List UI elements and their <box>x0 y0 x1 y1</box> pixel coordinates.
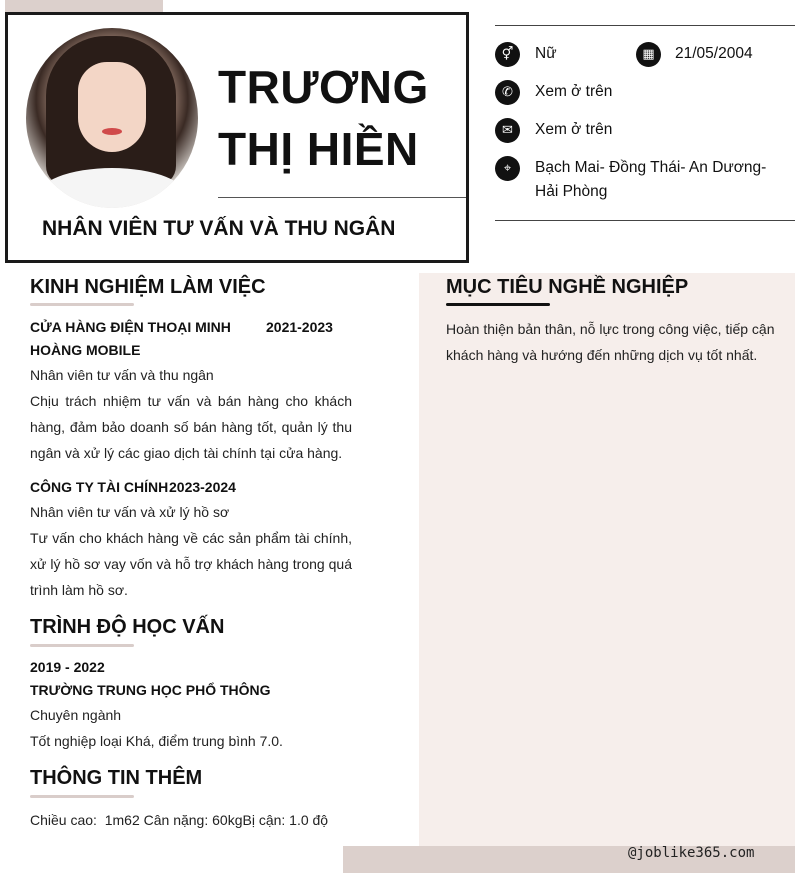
address-line-1: Bạch Mai- Đồng Thái- An Dương- <box>535 159 767 176</box>
experience-title-underline <box>30 303 134 306</box>
extra-info-text: Chiều cao: 1m62 Cân nặng: 60kgBị cận: 1.0 độ <box>30 812 329 828</box>
gender-value: Nữ <box>535 45 557 62</box>
education-title-underline <box>30 644 134 647</box>
candidate-name <box>218 56 429 180</box>
name-line-2: THỊ HIỀN <box>218 123 419 175</box>
job-1-company-line-2: HOÀNG MOBILE <box>30 342 141 358</box>
job-2-company: CÔNG TY TÀI CHÍNH <box>30 479 169 495</box>
address-value <box>535 156 766 204</box>
contact-bottom-divider <box>495 220 795 221</box>
location-icon: ⌖ <box>495 156 520 181</box>
gender-icon: ⚥ <box>495 42 520 67</box>
education-detail: Tốt nghiệp loại Khá, điểm trung bình 7.0. <box>30 733 283 749</box>
phone-icon: ✆ <box>495 80 520 105</box>
name-divider <box>218 197 466 198</box>
education-school: TRƯỜNG TRUNG HỌC PHỔ THÔNG <box>30 682 271 698</box>
job-2-period: 2023-2024 <box>169 479 236 495</box>
job-title: NHÂN VIÊN TƯ VẤN VÀ THU NGÂN <box>42 217 396 240</box>
job-1-description: Chịu trách nhiệm tư vấn và bán hàng cho khách hàng, đảm bảo doanh số bán hàng tốt, quản lý thu ngân và xử lý các giao dịch tài chính tại cửa hàng. <box>30 393 352 461</box>
avatar <box>26 28 198 208</box>
objective-title: MỤC TIÊU NGHỀ NGHIỆP <box>446 276 689 298</box>
address-line-2: Hải Phòng <box>535 183 608 200</box>
job-1-role: Nhân viên tư vấn và thu ngân <box>30 367 214 383</box>
job-2-description: Tư vấn cho khách hàng về các sản phẩm tài chính, xử lý hồ sơ vay vốn và hỗ trợ khách hàng trong quá trình làm hồ sơ. <box>30 530 352 598</box>
contact-top-divider <box>495 25 795 26</box>
education-title: TRÌNH ĐỘ HỌC VẤN <box>30 616 225 638</box>
education-major: Chuyên ngành <box>30 707 122 723</box>
job-2-role: Nhân viên tư vấn và xử lý hồ sơ <box>30 504 230 520</box>
email-value: Xem ở trên <box>535 121 613 138</box>
job-1-company-line-1: CỬA HÀNG ĐIỆN THOẠI MINH <box>30 319 231 335</box>
job-1-period: 2021-2023 <box>266 319 333 335</box>
objective-title-underline <box>446 303 550 306</box>
birthday-value: 21/05/2004 <box>675 45 753 62</box>
objective-text: Hoàn thiện bản thân, nỗ lực trong công việc, tiếp cận khách hàng và hướng đến những dịch vụ tốt nhất. <box>446 321 775 363</box>
education-period: 2019 - 2022 <box>30 659 105 675</box>
watermark: @joblike365.com <box>628 845 755 861</box>
email-icon: ✉ <box>495 118 520 143</box>
name-line-1: TRƯƠNG <box>218 61 429 113</box>
calendar-icon: ▦ <box>636 42 661 67</box>
extra-info-title-underline <box>30 795 134 798</box>
experience-title: KINH NGHIỆM LÀM VIỆC <box>30 276 266 298</box>
phone-value: Xem ở trên <box>535 83 613 100</box>
extra-info-title: THÔNG TIN THÊM <box>30 767 203 789</box>
